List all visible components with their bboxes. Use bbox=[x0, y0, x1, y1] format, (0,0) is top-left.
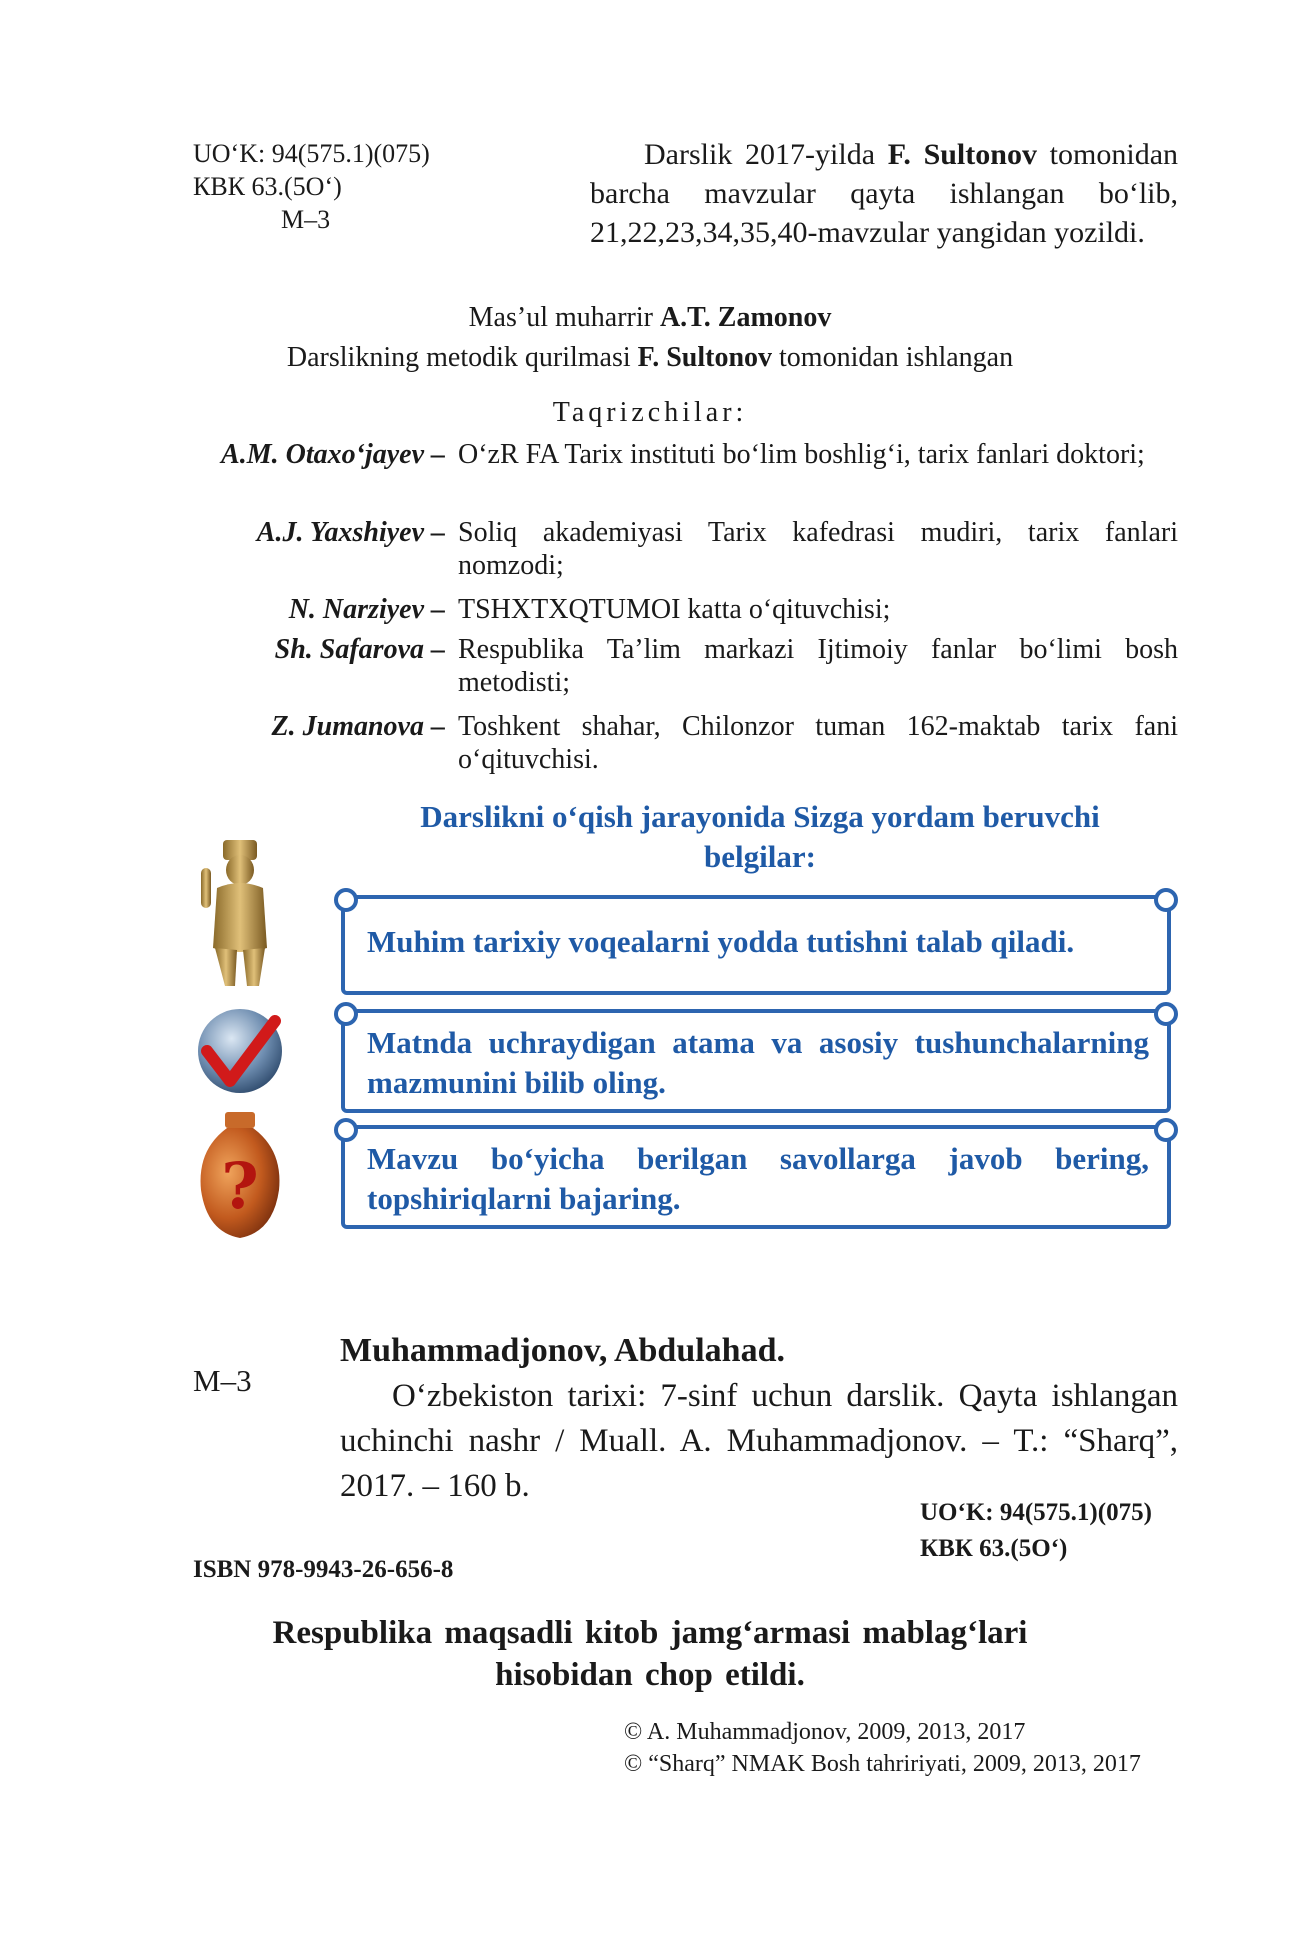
copyright-line: © “Sharq” NMAK Bosh tahririyati, 2009, 2013, 2017 bbox=[624, 1751, 1141, 1777]
funding-text: Respublika maqsadli kitob jamg‘armasi mablag‘lari hisobidan chop etildi. bbox=[272, 1615, 1028, 1693]
method-label-end: tomonidan ishlangan bbox=[772, 342, 1014, 373]
funding-note bbox=[0, 1612, 1300, 1696]
question-vase-icon bbox=[195, 1110, 285, 1240]
editor-line bbox=[0, 298, 1300, 338]
reviewer-desc: O‘zR FA Tarix instituti bo‘lim boshlig‘i, tarix fanlari doktori; bbox=[458, 439, 1145, 470]
reviewer-name: Z. Jumanova – bbox=[271, 711, 445, 742]
udk-block bbox=[193, 137, 430, 236]
catalog-author: Muhammadjonov, Abdulahad. bbox=[340, 1332, 785, 1369]
catalog-kbk: КВК 63.(5O‘) bbox=[920, 1535, 1068, 1562]
editor-label: Mas’ul muharrir bbox=[468, 302, 660, 333]
reviewer-desc: Respublika Ta’lim markazi Ijtimoiy fanlar bo‘limi bosh metodisti; bbox=[458, 634, 1178, 698]
reviewer-name: Sh. Safarova – bbox=[274, 634, 445, 665]
reviewer-desc: TSHXTXQTUMOI katta o‘qituvchisi; bbox=[458, 594, 891, 625]
catalog-description-text: O‘zbekiston tarixi: 7-sinf uchun darslik. Qayta ishlangan uchinchi nashr / Muall. A. Muhammadjonov. – T.: “Sharq”, 2017. – 160 b. bbox=[340, 1378, 1178, 1504]
catalog-udk-block bbox=[920, 1495, 1152, 1567]
author-mark: M–3 bbox=[281, 205, 331, 234]
statue-icon bbox=[195, 838, 285, 988]
reviewer-desc: Soliq akademiyasi Tarix kafedrasi mudiri, tarix fanlari nomzodi; bbox=[458, 517, 1178, 581]
reviewer-name: A.M. Otaxo‘jayev – bbox=[221, 439, 445, 470]
note-author: F. Sultonov bbox=[887, 138, 1037, 171]
copyright-line: © A. Muhammadjonov, 2009, 2013, 2017 bbox=[624, 1719, 1026, 1745]
legend-box-terms bbox=[341, 1009, 1171, 1113]
kbk-code: КВК 63.(5O‘) bbox=[193, 172, 342, 201]
catalog-description bbox=[340, 1374, 1178, 1509]
reviewers-title: Taqrizchilar: bbox=[552, 397, 748, 428]
catalog-udk: UO‘K: 94(575.1)(075) bbox=[920, 1499, 1152, 1526]
note-text: Darslik 2017-yilda bbox=[644, 138, 888, 171]
reviewer-name: A.J. Yaxshiyev – bbox=[256, 517, 445, 548]
copyright-block bbox=[624, 1716, 1141, 1780]
method-label: Darslikning metodik qurilmasi bbox=[286, 342, 638, 373]
reviewer-desc: Toshkent shahar, Chilonzor tuman 162-maktab tarix fani o‘qituvchisi. bbox=[458, 711, 1178, 775]
legend-heading: Darslikni o‘qish jarayonida Sizga yordam beruvchi belgilar: bbox=[420, 799, 1100, 874]
legend-text: Mavzu bo‘yicha berilgan savollarga javob bering, topshiriqlarni bajaring. bbox=[367, 1141, 1149, 1216]
legend-text: Matnda uchraydigan atama va asosiy tushunchalarning mazmunini bilib oling. bbox=[367, 1025, 1149, 1100]
checkmark-icon bbox=[195, 1003, 285, 1098]
legend-box-questions bbox=[341, 1125, 1171, 1229]
udk-code: UO‘K: 94(575.1)(075) bbox=[193, 139, 430, 168]
legend-text: Muhim tarixiy voqealarni yodda tutishni talab qiladi. bbox=[367, 924, 1075, 959]
note-text-end: tomonidan barcha mavzular qayta ishlangan bo‘lib, 21,22,23,34,35,40-mavzular yangidan yozildi. bbox=[590, 138, 1179, 249]
reviewer-name: N. Narziyev – bbox=[288, 594, 445, 625]
legend-box-important bbox=[341, 895, 1171, 995]
method-name: F. Sultonov bbox=[637, 342, 773, 373]
revision-note bbox=[590, 135, 1178, 252]
catalog-code: M–3 bbox=[193, 1363, 252, 1398]
editor-name: A.T. Zamonov bbox=[659, 302, 832, 333]
isbn: ISBN 978-9943-26-656-8 bbox=[193, 1556, 454, 1583]
method-line bbox=[0, 338, 1300, 378]
svg-text:?: ? bbox=[221, 1149, 259, 1224]
